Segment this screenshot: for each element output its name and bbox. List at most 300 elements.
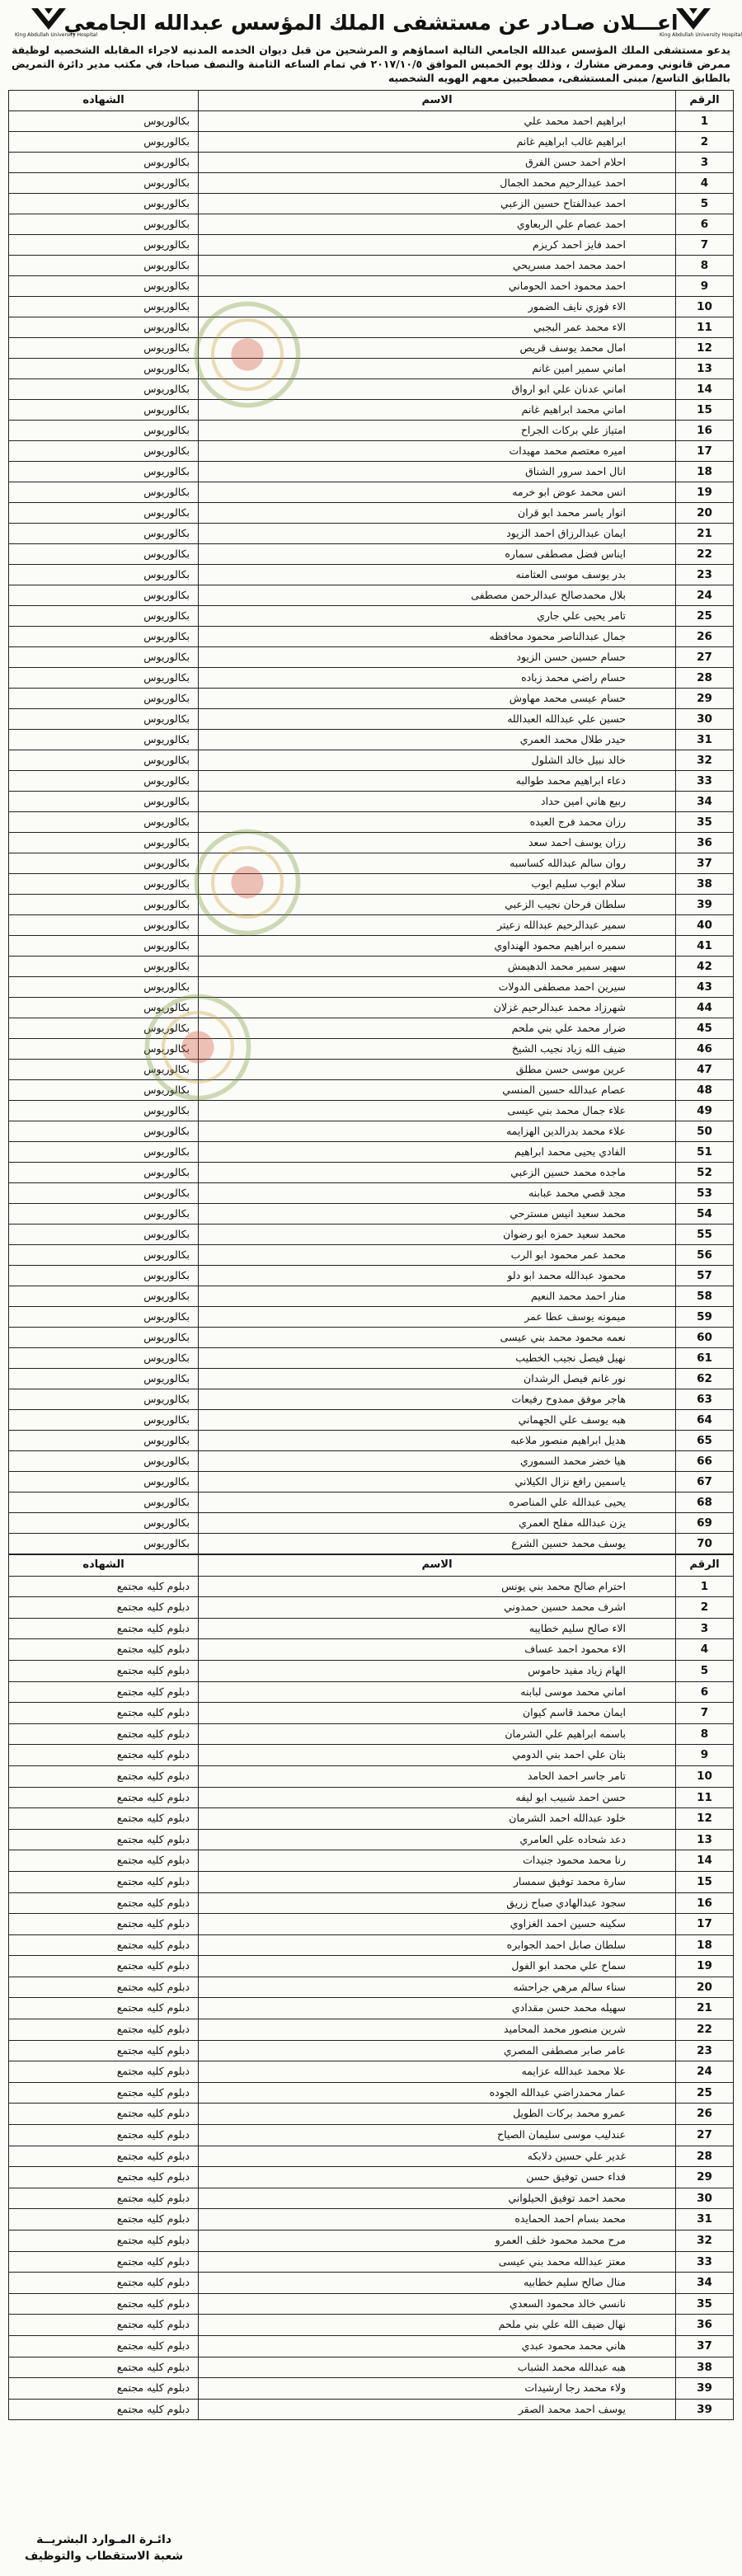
- candidate-name: نور غانم فيصل الرشدان: [199, 1369, 676, 1389]
- candidate-degree: بكالوريوس: [9, 812, 199, 833]
- candidate-name: محمد سعيد حمزه ابو رضوان: [199, 1225, 676, 1245]
- table-row: [9, 194, 734, 214]
- candidate-degree: بكالوريوس: [9, 544, 199, 565]
- table-row: [9, 1266, 734, 1286]
- candidate-name: سارة محمد توفيق سمسار: [199, 1871, 676, 1892]
- candidate-degree: بكالوريوس: [9, 1080, 199, 1101]
- row-number: 69: [676, 1513, 734, 1534]
- table-row: [9, 647, 734, 668]
- candidate-degree: دبلوم كليه مجتمع: [9, 2293, 199, 2315]
- candidate-name: عمار محمدراضي عبدالله الجوده: [199, 2082, 676, 2104]
- candidate-degree: بكالوريوس: [9, 585, 199, 606]
- header-number: الرقم: [676, 1555, 734, 1577]
- candidate-name: ياسمين رافع نزال الكيلاني: [199, 1472, 676, 1492]
- candidate-degree: بكالوريوس: [9, 668, 199, 689]
- table-row: [9, 2293, 734, 2315]
- candidate-degree: دبلوم كليه مجتمع: [9, 1892, 199, 1914]
- table-row: [9, 1534, 734, 1554]
- candidate-name: جمال عبدالناصر محمود محافظه: [199, 627, 676, 647]
- table-row: [9, 2061, 734, 2083]
- row-number: 30: [676, 2188, 734, 2209]
- table-row: [9, 441, 734, 462]
- candidate-name: سجود عبدالهادي صباح زريق: [199, 1892, 676, 1914]
- row-number: 67: [676, 1472, 734, 1492]
- candidate-name: اماني محمد موسى لبابنه: [199, 1681, 676, 1703]
- candidate-name: ايناس فضل مصطفى سماره: [199, 544, 676, 565]
- candidate-degree: دبلوم كليه مجتمع: [9, 1703, 199, 1724]
- table-row: [9, 153, 734, 173]
- announcement-intro: يدعو مستشفى الملك المؤسس عبدالله الجامعي التالية اسماؤهم و المرشحين من قبل ديوان الخدمه المدنيه لاجراء المقابله الشخصيه لوظيفة ممرض قانوني وممرض مشارك ، وذلك يوم الخميس الموافق ٢٠١٧/١٠/٥ في تمام الساعه الثامنة والنصف صباحا، في مكتب مدير دائرة التمريض بالطابق التاسع/ مبنى المستشفى، مصطحبين معهم الهويه الشخصيه: [12, 44, 730, 84]
- table-row: [9, 1183, 734, 1204]
- candidate-name: مرح محمد محمود خلف العمرو: [199, 2230, 676, 2252]
- table-row: [9, 1307, 734, 1328]
- row-number: 12: [676, 1808, 734, 1830]
- candidate-degree: بكالوريوس: [9, 730, 199, 750]
- row-number: 32: [676, 750, 734, 771]
- candidate-degree: بكالوريوس: [9, 359, 199, 379]
- candidate-degree: بكالوريوس: [9, 1534, 199, 1554]
- candidate-degree: دبلوم كليه مجتمع: [9, 2230, 199, 2252]
- candidate-name: منال صالح سليم خطابيه: [199, 2273, 676, 2294]
- table-row: [9, 482, 734, 503]
- header-number: الرقم: [676, 91, 734, 111]
- table-row: [9, 2315, 734, 2336]
- candidate-degree: دبلوم كليه مجتمع: [9, 1639, 199, 1661]
- candidate-name: عندليب موسى سليمان الصياح: [199, 2125, 676, 2146]
- candidate-degree: بكالوريوس: [9, 400, 199, 421]
- candidate-degree: دبلوم كليه مجتمع: [9, 2188, 199, 2209]
- row-number: 2: [676, 1597, 734, 1619]
- table-row: [9, 1369, 734, 1389]
- row-number: 39: [676, 2399, 734, 2420]
- row-number: 41: [676, 936, 734, 957]
- row-number: 70: [676, 1534, 734, 1554]
- hospital-emblem-icon: [30, 7, 68, 31]
- table-row: [9, 936, 734, 957]
- table-row: [9, 1513, 734, 1534]
- table-row: [9, 2188, 734, 2209]
- candidate-name: محمد سعيد انيس مسترحي: [199, 1204, 676, 1225]
- candidate-name: الاء فوزي نايف الضمور: [199, 297, 676, 317]
- row-number: 55: [676, 1225, 734, 1245]
- table-row: [9, 1286, 734, 1307]
- row-number: 18: [676, 1934, 734, 1956]
- candidate-degree: بكالوريوس: [9, 1328, 199, 1348]
- row-number: 3: [676, 1618, 734, 1639]
- candidate-degree: بكالوريوس: [9, 709, 199, 730]
- candidate-degree: دبلوم كليه مجتمع: [9, 2125, 199, 2146]
- row-number: 11: [676, 1787, 734, 1808]
- table-row: [9, 853, 734, 874]
- row-number: 3: [676, 153, 734, 173]
- row-number: 27: [676, 647, 734, 668]
- table-row: [9, 1597, 734, 1619]
- table-row: [9, 1787, 734, 1808]
- table-row: [9, 895, 734, 915]
- candidate-degree: بكالوريوس: [9, 1513, 199, 1534]
- candidate-name: ضرار محمد علي بني ملحم: [199, 1018, 676, 1039]
- hospital-emblem-icon: [674, 7, 712, 31]
- row-number: 36: [676, 2315, 734, 2336]
- candidate-name: يوسف احمد محمد الصقر: [199, 2399, 676, 2420]
- candidate-name: سلطان صابل احمد الجوابره: [199, 1934, 676, 1956]
- table-row: [9, 2040, 734, 2061]
- table-row: [9, 1018, 734, 1039]
- table-row: [9, 400, 734, 421]
- row-number: 35: [676, 812, 734, 833]
- candidate-name: نهال ضيف الله علي بني ملحم: [199, 2315, 676, 2336]
- candidate-name: ربيع هاني امين حداد: [199, 792, 676, 812]
- row-number: 20: [676, 503, 734, 524]
- table-body: [9, 1576, 734, 2420]
- table-row: [9, 2335, 734, 2357]
- candidate-degree: بكالوريوس: [9, 153, 199, 173]
- candidate-name: احلام احمد حسن الفرق: [199, 153, 676, 173]
- table-row: [9, 256, 734, 276]
- row-number: 34: [676, 2273, 734, 2294]
- table-row: [9, 1934, 734, 1956]
- candidate-degree: بكالوريوس: [9, 1348, 199, 1369]
- candidate-name: ابراهيم غالب ابراهيم غانم: [199, 132, 676, 153]
- candidate-name: احمد محمد احمد مسريحي: [199, 256, 676, 276]
- candidate-name: احمد عصام علي الربعاوي: [199, 214, 676, 235]
- table-row: [9, 627, 734, 647]
- candidate-degree: بكالوريوس: [9, 1060, 199, 1080]
- candidate-name: رنا محمد محمود جنيدات: [199, 1850, 676, 1872]
- table-row: [9, 297, 734, 317]
- candidate-name: سمير عبدالرحيم عبدالله زعيتر: [199, 915, 676, 936]
- table-row: [9, 2273, 734, 2294]
- table-row: [9, 792, 734, 812]
- row-number: 24: [676, 585, 734, 606]
- row-number: 16: [676, 421, 734, 441]
- candidate-name: ميمونه يوسف عطا عمر: [199, 1307, 676, 1328]
- table-row: [9, 565, 734, 585]
- department-name: دائـرة المـوارد البشريــة: [36, 2533, 172, 2546]
- candidate-name: هيا خضر محمد السموري: [199, 1451, 676, 1472]
- candidate-name: الهام زياد مفيد حاموس: [199, 1660, 676, 1681]
- table-row: [9, 214, 734, 235]
- table-row: [9, 2251, 734, 2273]
- table-row: [9, 421, 734, 441]
- candidate-degree: بكالوريوس: [9, 750, 199, 771]
- candidate-degree: بكالوريوس: [9, 1266, 199, 1286]
- table-row: [9, 338, 734, 359]
- candidate-name: هبه يوسف علي الجهماني: [199, 1410, 676, 1431]
- candidate-degree: بكالوريوس: [9, 833, 199, 853]
- candidate-degree: دبلوم كليه مجتمع: [9, 2019, 199, 2041]
- candidate-degree: بكالوريوس: [9, 1163, 199, 1183]
- logo-caption: King Abdullah University Hospital: [15, 32, 98, 38]
- row-number: 20: [676, 1977, 734, 1998]
- table-row: [9, 317, 734, 338]
- table-row: [9, 1892, 734, 1914]
- candidate-name: محمد بسام احمد الحمايده: [199, 2209, 676, 2230]
- row-number: 61: [676, 1348, 734, 1369]
- row-number: 62: [676, 1369, 734, 1389]
- candidate-degree: دبلوم كليه مجتمع: [9, 2104, 199, 2125]
- candidate-degree: بكالوريوس: [9, 297, 199, 317]
- candidate-name: ماجده محمد حسين الزعبي: [199, 1163, 676, 1183]
- candidate-name: ضيف الله زياد نجيب الشيخ: [199, 1039, 676, 1060]
- row-number: 68: [676, 1492, 734, 1513]
- header-name: الاسم: [199, 1555, 676, 1577]
- hospital-logo-right: [660, 7, 742, 38]
- candidate-name: انس محمد عوض ابو خرمه: [199, 482, 676, 503]
- table-row: [9, 1618, 734, 1639]
- row-number: 57: [676, 1266, 734, 1286]
- candidate-name: هاني محمد محمود عبدي: [199, 2335, 676, 2357]
- table-row: [9, 2125, 734, 2146]
- candidate-degree: دبلوم كليه مجتمع: [9, 1956, 199, 1977]
- row-number: 10: [676, 1765, 734, 1787]
- candidate-name: امال محمد يوسف قريص: [199, 338, 676, 359]
- row-number: 6: [676, 1681, 734, 1703]
- candidate-degree: دبلوم كليه مجتمع: [9, 1998, 199, 2019]
- table-row: [9, 2019, 734, 2041]
- candidate-name: نهيل فيصل نجيب الخطيب: [199, 1348, 676, 1369]
- table-row: [9, 1039, 734, 1060]
- row-number: 25: [676, 606, 734, 627]
- table-row: [9, 379, 734, 400]
- table-row: [9, 689, 734, 709]
- row-number: 45: [676, 1018, 734, 1039]
- table-row: [9, 1660, 734, 1681]
- candidate-name: دعاء ابراهيم محمد طوالبه: [199, 771, 676, 792]
- candidate-degree: دبلوم كليه مجتمع: [9, 1765, 199, 1787]
- candidate-degree: دبلوم كليه مجتمع: [9, 2251, 199, 2273]
- candidate-name: حسين علي عبدالله العبدالله: [199, 709, 676, 730]
- row-number: 31: [676, 730, 734, 750]
- row-number: 21: [676, 1998, 734, 2019]
- candidate-degree: بكالوريوس: [9, 1431, 199, 1451]
- candidate-degree: دبلوم كليه مجتمع: [9, 1914, 199, 1935]
- candidate-name: سهيله محمد حسن مقدادي: [199, 1998, 676, 2019]
- table-row: [9, 606, 734, 627]
- candidate-name: رزان يوسف احمد سعد: [199, 833, 676, 853]
- candidate-name: انال احمد سرور الشناق: [199, 462, 676, 482]
- candidate-name: ولاء محمد رجا ارشيدات: [199, 2378, 676, 2400]
- row-number: 64: [676, 1410, 734, 1431]
- row-number: 27: [676, 2125, 734, 2146]
- diploma-candidates-table: [8, 1554, 734, 2420]
- candidate-degree: بكالوريوس: [9, 874, 199, 895]
- candidate-name: هديل ابراهيم منصور ملاعبه: [199, 1431, 676, 1451]
- row-number: 44: [676, 998, 734, 1018]
- candidate-name: اشرف محمد حسين حمدوني: [199, 1597, 676, 1619]
- candidate-degree: دبلوم كليه مجتمع: [9, 2209, 199, 2230]
- row-number: 66: [676, 1451, 734, 1472]
- candidate-degree: دبلوم كليه مجتمع: [9, 2399, 199, 2420]
- row-number: 1: [676, 111, 734, 132]
- candidate-name: امتياز علي بركات الجراح: [199, 421, 676, 441]
- table-row: [9, 235, 734, 256]
- candidate-name: يحيى عبدالله علي المناصره: [199, 1492, 676, 1513]
- candidate-name: شهرزاد محمد عبدالرحيم غزلان: [199, 998, 676, 1018]
- table-row: [9, 915, 734, 936]
- table-row: [9, 771, 734, 792]
- table-row: [9, 2399, 734, 2420]
- candidate-name: خالد نبيل خالد الشلول: [199, 750, 676, 771]
- candidate-degree: دبلوم كليه مجتمع: [9, 1597, 199, 1619]
- row-number: 28: [676, 668, 734, 689]
- header-name: الاسم: [199, 91, 676, 111]
- candidate-degree: دبلوم كليه مجتمع: [9, 1723, 199, 1745]
- table-row: [9, 1829, 734, 1850]
- candidate-name: اماني محمد ابراهيم غانم: [199, 400, 676, 421]
- table-row: [9, 2209, 734, 2230]
- table-row: [9, 812, 734, 833]
- table-row: [9, 730, 734, 750]
- row-number: 12: [676, 338, 734, 359]
- table-row: [9, 998, 734, 1018]
- row-number: 21: [676, 524, 734, 544]
- candidate-degree: بكالوريوس: [9, 214, 199, 235]
- candidate-name: يزن عبدالله مفلح العمري: [199, 1513, 676, 1534]
- candidate-degree: بكالوريوس: [9, 1039, 199, 1060]
- table-row: [9, 462, 734, 482]
- candidate-degree: بكالوريوس: [9, 771, 199, 792]
- row-number: 11: [676, 317, 734, 338]
- candidate-degree: بكالوريوس: [9, 503, 199, 524]
- candidate-degree: دبلوم كليه مجتمع: [9, 1745, 199, 1766]
- row-number: 4: [676, 1639, 734, 1661]
- row-number: 43: [676, 977, 734, 998]
- table-row: [9, 1328, 734, 1348]
- table-row: [9, 1639, 734, 1661]
- row-number: 31: [676, 2209, 734, 2230]
- row-number: 19: [676, 482, 734, 503]
- candidate-name: احمد محمود احمد الحوماني: [199, 276, 676, 297]
- row-number: 7: [676, 235, 734, 256]
- row-number: 32: [676, 2230, 734, 2252]
- table-row: [9, 2167, 734, 2188]
- candidate-name: الاء محمد عمر البجبي: [199, 317, 676, 338]
- table-row: [9, 1998, 734, 2019]
- candidate-name: محمود عبدالله محمد ابو دلو: [199, 1266, 676, 1286]
- candidate-name: معتز عبدالله محمد بني عيسى: [199, 2251, 676, 2273]
- table-row: [9, 276, 734, 297]
- row-number: 10: [676, 297, 734, 317]
- row-number: 7: [676, 1703, 734, 1724]
- bachelor-candidates-table: [8, 90, 734, 1554]
- candidate-degree: بكالوريوس: [9, 1389, 199, 1410]
- section-name: شعبة الاستقطاب والتوظيف: [25, 2550, 184, 2563]
- row-number: 39: [676, 895, 734, 915]
- row-number: 37: [676, 853, 734, 874]
- row-number: 63: [676, 1389, 734, 1410]
- row-number: 26: [676, 2104, 734, 2125]
- candidate-degree: بكالوريوس: [9, 1451, 199, 1472]
- candidate-degree: بكالوريوس: [9, 1101, 199, 1121]
- candidate-degree: دبلوم كليه مجتمع: [9, 2146, 199, 2167]
- candidate-name: احترام صالح محمد بني يونس: [199, 1576, 676, 1597]
- candidate-name: سكينه حسين احمد الغزاوي: [199, 1914, 676, 1935]
- candidate-degree: بكالوريوس: [9, 111, 199, 132]
- table-row: [9, 2082, 734, 2104]
- candidate-degree: دبلوم كليه مجتمع: [9, 2061, 199, 2083]
- row-number: 50: [676, 1121, 734, 1142]
- candidate-degree: بكالوريوس: [9, 132, 199, 153]
- candidate-degree: بكالوريوس: [9, 1142, 199, 1163]
- candidate-name: سلطان فرحان نجيب الزعبي: [199, 895, 676, 915]
- candidate-name: خلود عبدالله احمد الشرمان: [199, 1808, 676, 1830]
- row-number: 5: [676, 194, 734, 214]
- candidate-degree: دبلوم كليه مجتمع: [9, 2040, 199, 2061]
- table-header-row: [9, 1555, 734, 1577]
- candidate-degree: دبلوم كليه مجتمع: [9, 1681, 199, 1703]
- table-row: [9, 2378, 734, 2400]
- header-degree: الشهاده: [9, 91, 199, 111]
- row-number: 33: [676, 771, 734, 792]
- row-number: 13: [676, 1829, 734, 1850]
- candidate-name: علاء جمال محمد بني عيسى: [199, 1101, 676, 1121]
- table-row: [9, 1060, 734, 1080]
- candidate-name: سيرين احمد مصطفى الدولات: [199, 977, 676, 998]
- candidate-degree: بكالوريوس: [9, 421, 199, 441]
- table-row: [9, 1431, 734, 1451]
- row-number: 13: [676, 359, 734, 379]
- row-number: 9: [676, 276, 734, 297]
- candidate-name: نانسي خالد محمود السعدي: [199, 2293, 676, 2315]
- candidate-name: هاجر موفق ممدوح رفيعات: [199, 1389, 676, 1410]
- candidate-degree: دبلوم كليه مجتمع: [9, 1850, 199, 1872]
- candidate-degree: بكالوريوس: [9, 792, 199, 812]
- row-number: 53: [676, 1183, 734, 1204]
- candidate-degree: بكالوريوس: [9, 1472, 199, 1492]
- row-number: 15: [676, 1871, 734, 1892]
- candidate-degree: بكالوريوس: [9, 276, 199, 297]
- table-body: [9, 111, 734, 1554]
- candidate-name: اميره معتصم محمد مهيدات: [199, 441, 676, 462]
- candidate-degree: بكالوريوس: [9, 1369, 199, 1389]
- row-number: 14: [676, 1850, 734, 1872]
- row-number: 16: [676, 1892, 734, 1914]
- table-row: [9, 1765, 734, 1787]
- table-row: [9, 1576, 734, 1597]
- row-number: 29: [676, 689, 734, 709]
- candidate-name: باسمه ابراهيم علي الشرمان: [199, 1723, 676, 1745]
- candidate-degree: دبلوم كليه مجتمع: [9, 2315, 199, 2336]
- row-number: 14: [676, 379, 734, 400]
- hospital-logo-left: [15, 7, 98, 38]
- candidate-name: شرين منصور محمد المحاميد: [199, 2019, 676, 2041]
- table-row: [9, 1871, 734, 1892]
- row-number: 25: [676, 2082, 734, 2104]
- candidate-degree: بكالوريوس: [9, 606, 199, 627]
- table-row: [9, 1142, 734, 1163]
- candidate-degree: بكالوريوس: [9, 194, 199, 214]
- candidate-name: تامر يحيى علي جاري: [199, 606, 676, 627]
- candidate-degree: بكالوريوس: [9, 235, 199, 256]
- candidate-degree: بكالوريوس: [9, 627, 199, 647]
- row-number: 8: [676, 1723, 734, 1745]
- candidate-name: سلام ايوب سليم ايوب: [199, 874, 676, 895]
- table-row: [9, 874, 734, 895]
- row-number: 2: [676, 132, 734, 153]
- candidate-name: سهير سمير محمد الدهيمش: [199, 957, 676, 977]
- candidate-name: عامر صابر مصطفى المصري: [199, 2040, 676, 2061]
- row-number: 29: [676, 2167, 734, 2188]
- table-row: [9, 1204, 734, 1225]
- candidate-degree: دبلوم كليه مجتمع: [9, 1618, 199, 1639]
- candidate-degree: دبلوم كليه مجتمع: [9, 1576, 199, 1597]
- candidate-degree: دبلوم كليه مجتمع: [9, 1871, 199, 1892]
- row-number: 17: [676, 441, 734, 462]
- row-number: 36: [676, 833, 734, 853]
- candidate-name: بثان علي احمد بني الدومي: [199, 1745, 676, 1766]
- row-number: 19: [676, 1956, 734, 1977]
